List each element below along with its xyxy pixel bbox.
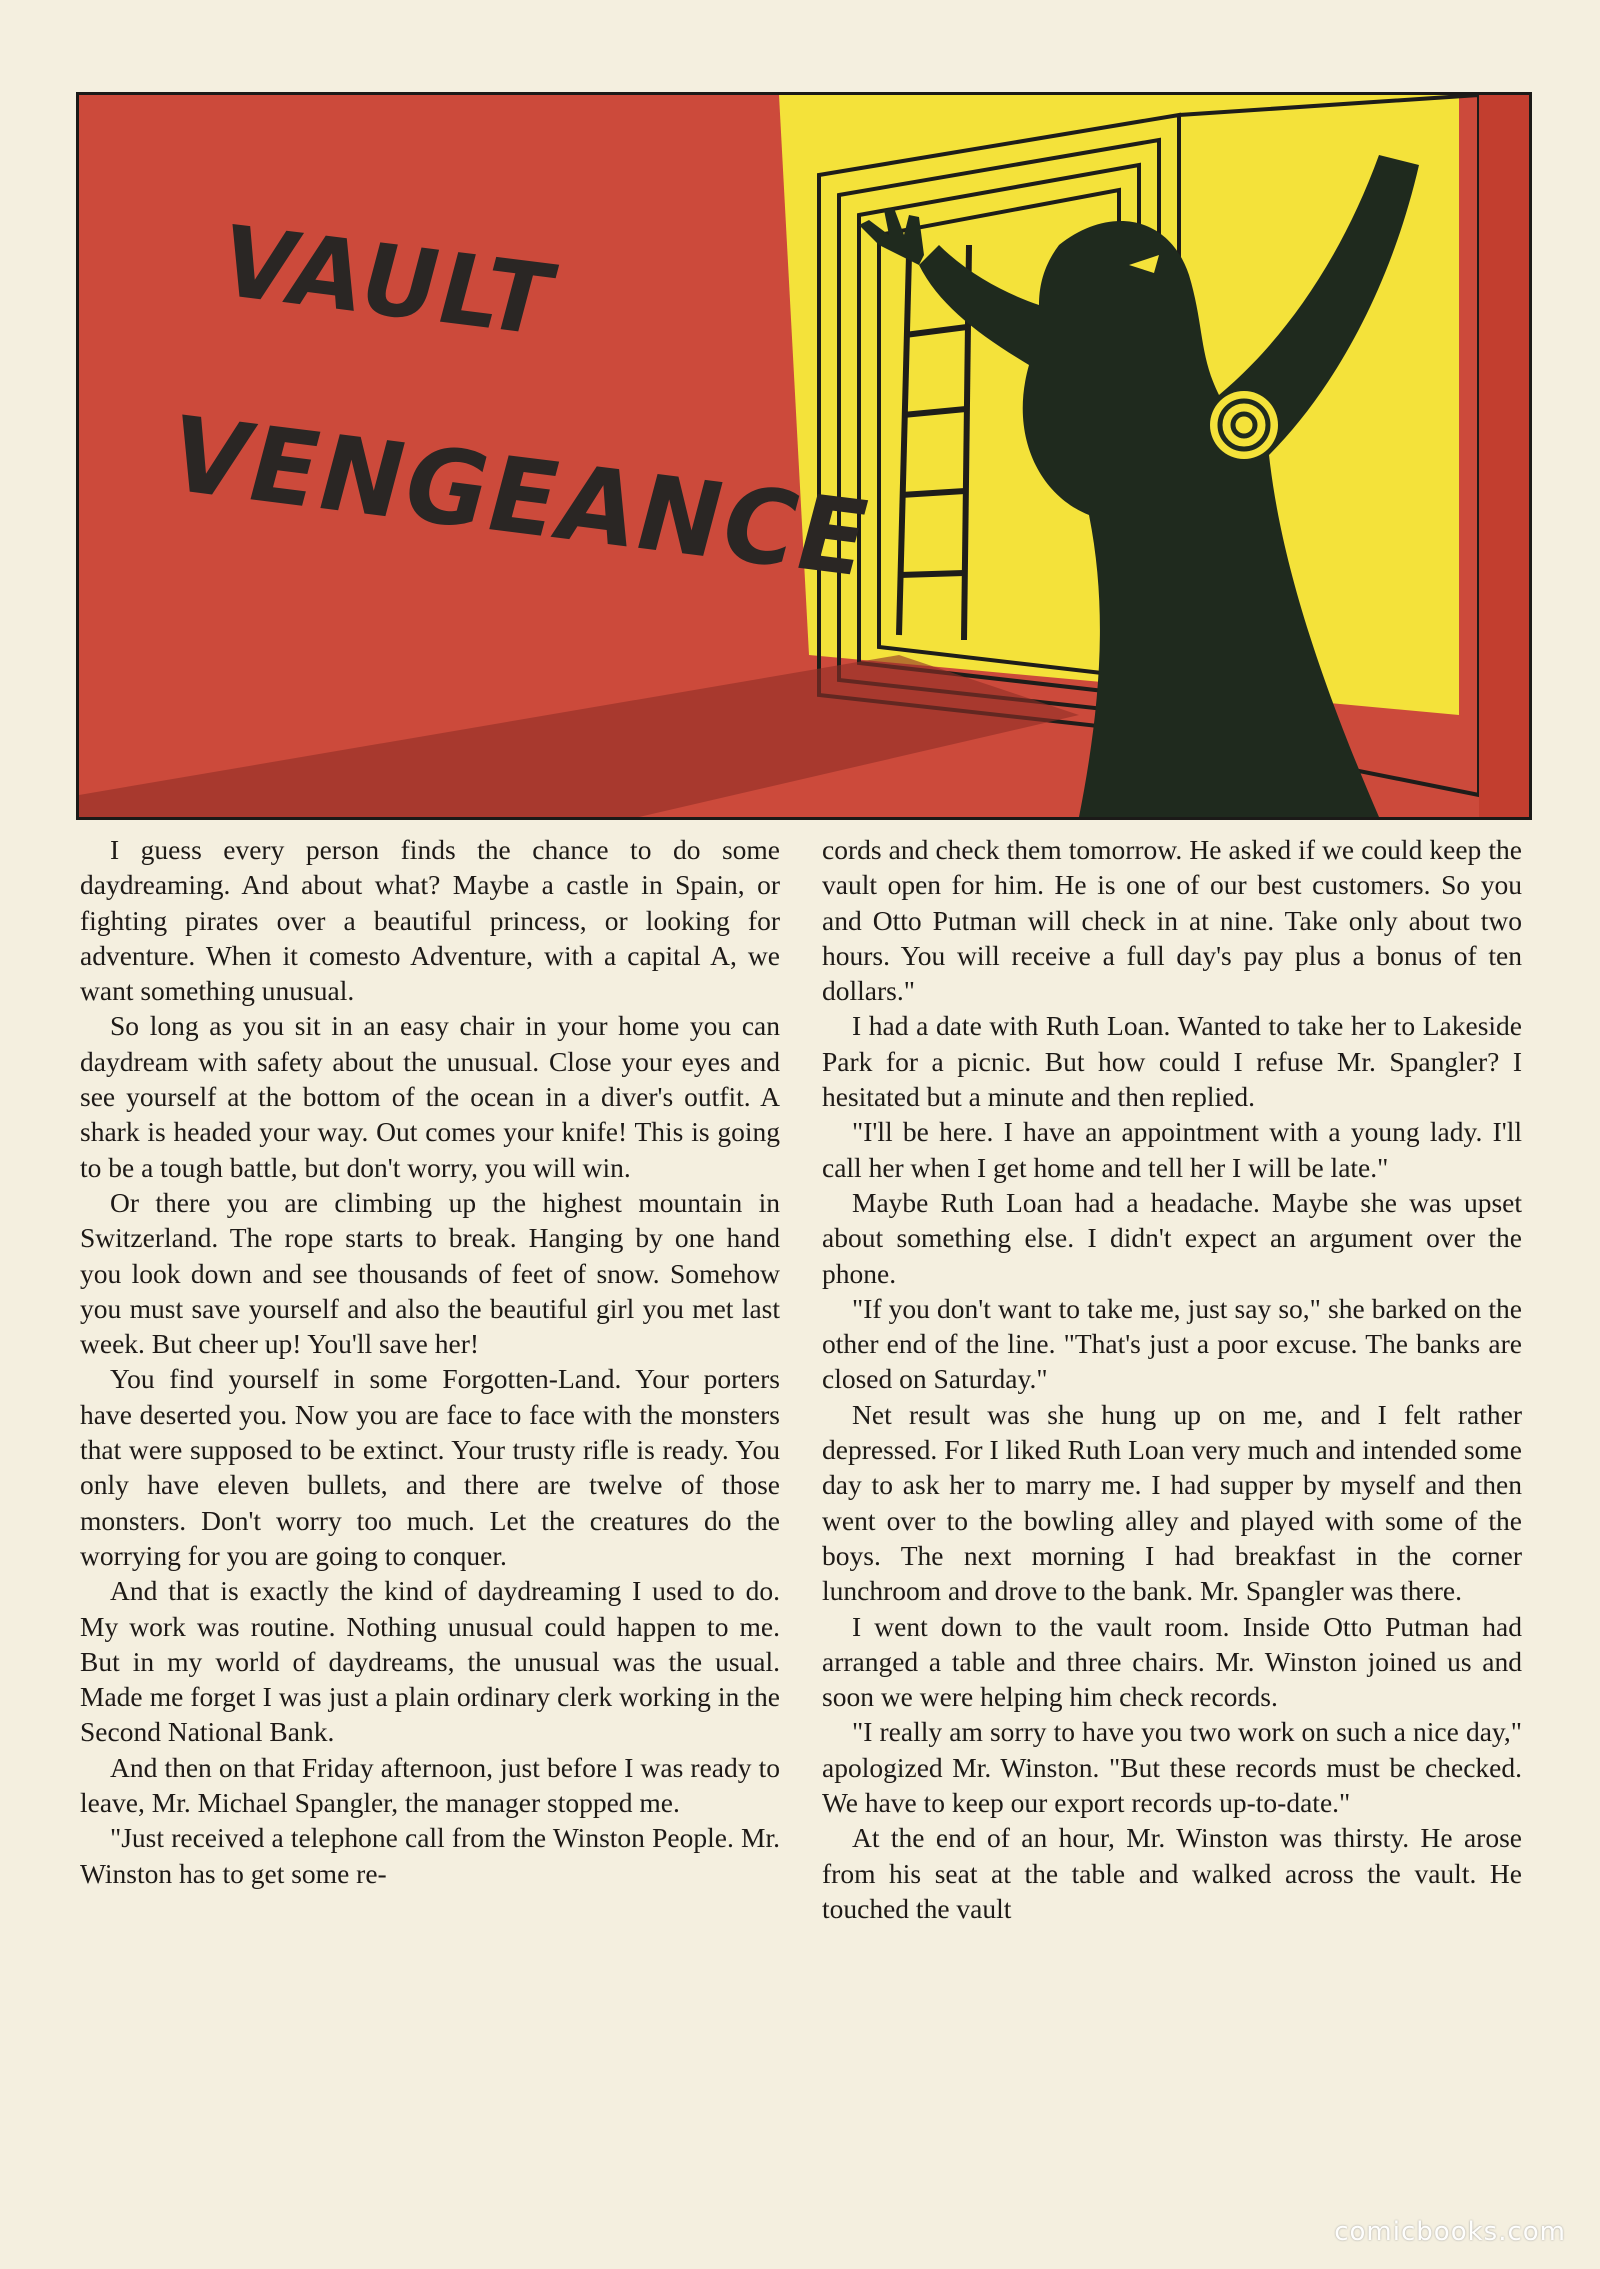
story-title-line-1: VAULT	[207, 205, 567, 358]
story-title-line-2: VENGEANCE	[155, 395, 884, 601]
paragraph: And that is exactly the kind of daydreaming I used to do. My work was routine. Nothing unusual could happen to me. But in my world of daydreams, the unusual was the usual. Made me forget I was just a plain ordinary clerk working in the Second National Bank.	[80, 1575, 780, 1748]
paragraph: Or there you are climbing up the highest mountain in Switzerland. The rope starts to break. Hanging by one hand you look down and see thousands of feet of snow. Somehow you must save yourself and also the beautiful girl you met last week. But cheer up! You'll save her!	[80, 1186, 780, 1360]
paragraph: "I'll be here. I have an appointment with a young lady. I'll call her when I get home and tell her I will be late."	[822, 1116, 1522, 1183]
paragraph: So long as you sit in an easy chair in your home you can daydream with safety about the unusual. Close your eyes and see yourself at the bottom of the ocean in a diver's outfit. A shark is headed your way. Out comes your knife! This is going to be a tough battle, but don't worry, you will win.	[80, 1010, 780, 1183]
paragraph: "I really am sorry to have you two work on such a nice day," apologized Mr. Winston. "But these records must be checked. We have to keep our export records up-to-date."	[822, 1716, 1522, 1819]
wall-edge	[1479, 95, 1529, 817]
title-illustration-panel	[76, 92, 1532, 820]
paragraph: At the end of an hour, Mr. Winston was thirsty. He arose from his seat at the table and walked across the vault. He touched the vault	[822, 1822, 1522, 1924]
paragraph: You find yourself in some Forgotten-Land. Your porters have deserted you. Now you are face to face with the monsters that were supposed to be extinct. Your trusty rifle is ready. You only have eleven bullets, and there are twelve of those monsters. Don't worry too much. Let the creatures do the worrying for you are going to conquer.	[80, 1363, 780, 1571]
paragraph: And then on that Friday afternoon, just before I was ready to leave, Mr. Michael Spangler, the manager stopped me.	[80, 1751, 780, 1819]
paragraph: Net result was she hung up on me, and I felt rather depressed. For I liked Ruth Loan very much and intended some day to ask her to marry me. I had supper by myself and then went over to the bowling alley and played with some of the boys. The next morning I had breakfast in the corner lunchroom and drove to the bank. Mr. Spangler was there.	[822, 1398, 1522, 1607]
paragraph: I went down to the vault room. Inside Otto Putman had arranged a table and three chairs. Mr. Winston joined us and soon we were helping him check records.	[822, 1610, 1522, 1713]
right-text-column	[822, 832, 1522, 1926]
paragraph: I had a date with Ruth Loan. Wanted to take her to Lakeside Park for a picnic. But how could I refuse Mr. Spangler? I hesitated but a minute and then replied.	[822, 1010, 1522, 1113]
site-watermark: comicbooks.com	[1334, 2217, 1566, 2247]
left-text-column	[80, 832, 780, 1891]
paragraph-continuation: cords and check them tomorrow. He asked if we could keep the vault open for him. He is one of our best customers. So you and Otto Putman will check in at nine. Take only about two hours. You will receive a full day's pay plus a bonus of ten dollars."	[822, 834, 1522, 1007]
target-mark	[1210, 391, 1278, 459]
paragraph: "If you don't want to take me, just say so," she barked on the other end of the line. "That's just a poor excuse. The banks are closed on Saturday."	[822, 1292, 1522, 1395]
floor-shadow	[79, 655, 1079, 817]
paragraph: I guess every person finds the chance to do some daydreaming. And about what? Maybe a castle in Spain, or fighting pirates over a beautiful princess, or looking for adventure. When it comesto Adventure, with a capital A, we want something unusual.	[80, 834, 780, 1007]
paragraph: "Just received a telephone call from the Winston People. Mr. Winston has to get some re-	[80, 1822, 780, 1889]
paragraph: Maybe Ruth Loan had a headache. Maybe she was upset about something else. I didn't expect an argument over the phone.	[822, 1186, 1522, 1289]
